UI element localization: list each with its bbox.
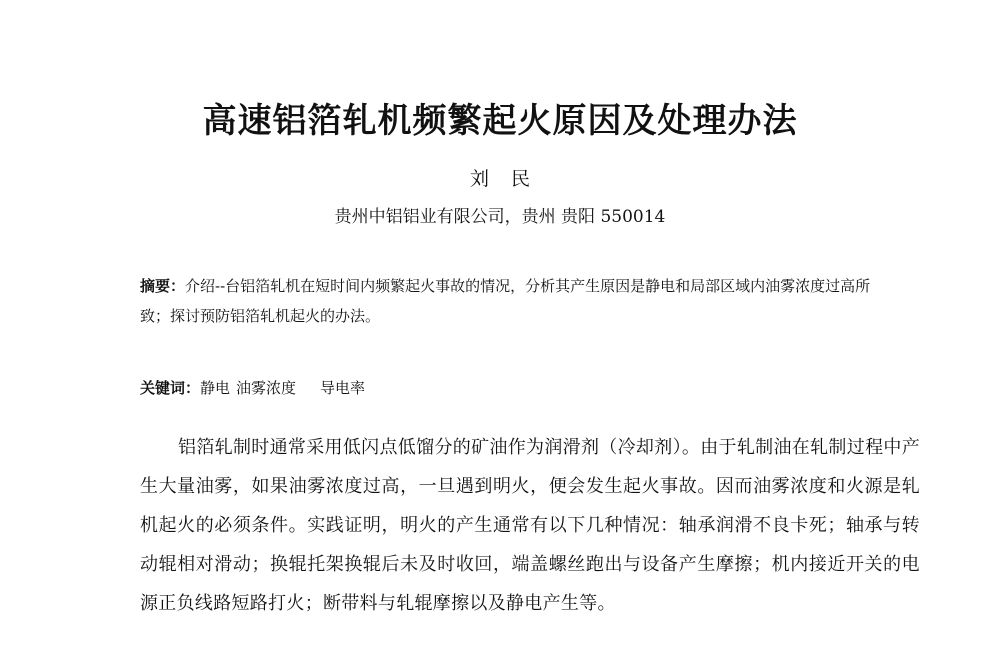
author-affiliation: 贵州中铝铝业有限公司，贵州 贵阳 550014 [334,207,666,227]
keyword-item: 导电率 [320,379,366,397]
keyword-item: 静电 [200,379,231,397]
keyword-item: 油雾浓度 [236,379,297,397]
abstract-label: 摘要： [140,277,186,295]
paper-title: 高速铝箔轧机频繁起火原因及处理办法 [202,101,798,141]
abstract-section [140,271,900,331]
author-name: 刘民 [469,168,552,190]
abstract-text: 介绍--台铝箔轧机在短时间内频繁起火事故的情况，分析其产生原因是静电和局部区域内油雾浓度过高所致；探讨预防铝箔轧机起火的办法。 [140,277,871,325]
keywords-label: 关键词： [140,379,201,397]
body-paragraph: 铝箔轧制时通常采用低闪点低馏分的矿油作为润滑剂（冷却剂）。由于轧制油在轧制过程中产生大量油雾，如果油雾浓度过高，一旦遇到明火，便会发生起火事故。因而油雾浓度和火源是轧机起火的必须条件。实践证明，明火的产生通常有以下几种情况：轴承润滑不良卡死；轴承与转动辊相对滑动；换辊托架换辊后未及时收回，端盖螺丝跑出与设备产生摩擦；机内接近开关的电源正负线路短路打火；断带料与轧辊摩擦以及静电产生等。 [140,437,920,614]
keywords-section [140,374,900,402]
